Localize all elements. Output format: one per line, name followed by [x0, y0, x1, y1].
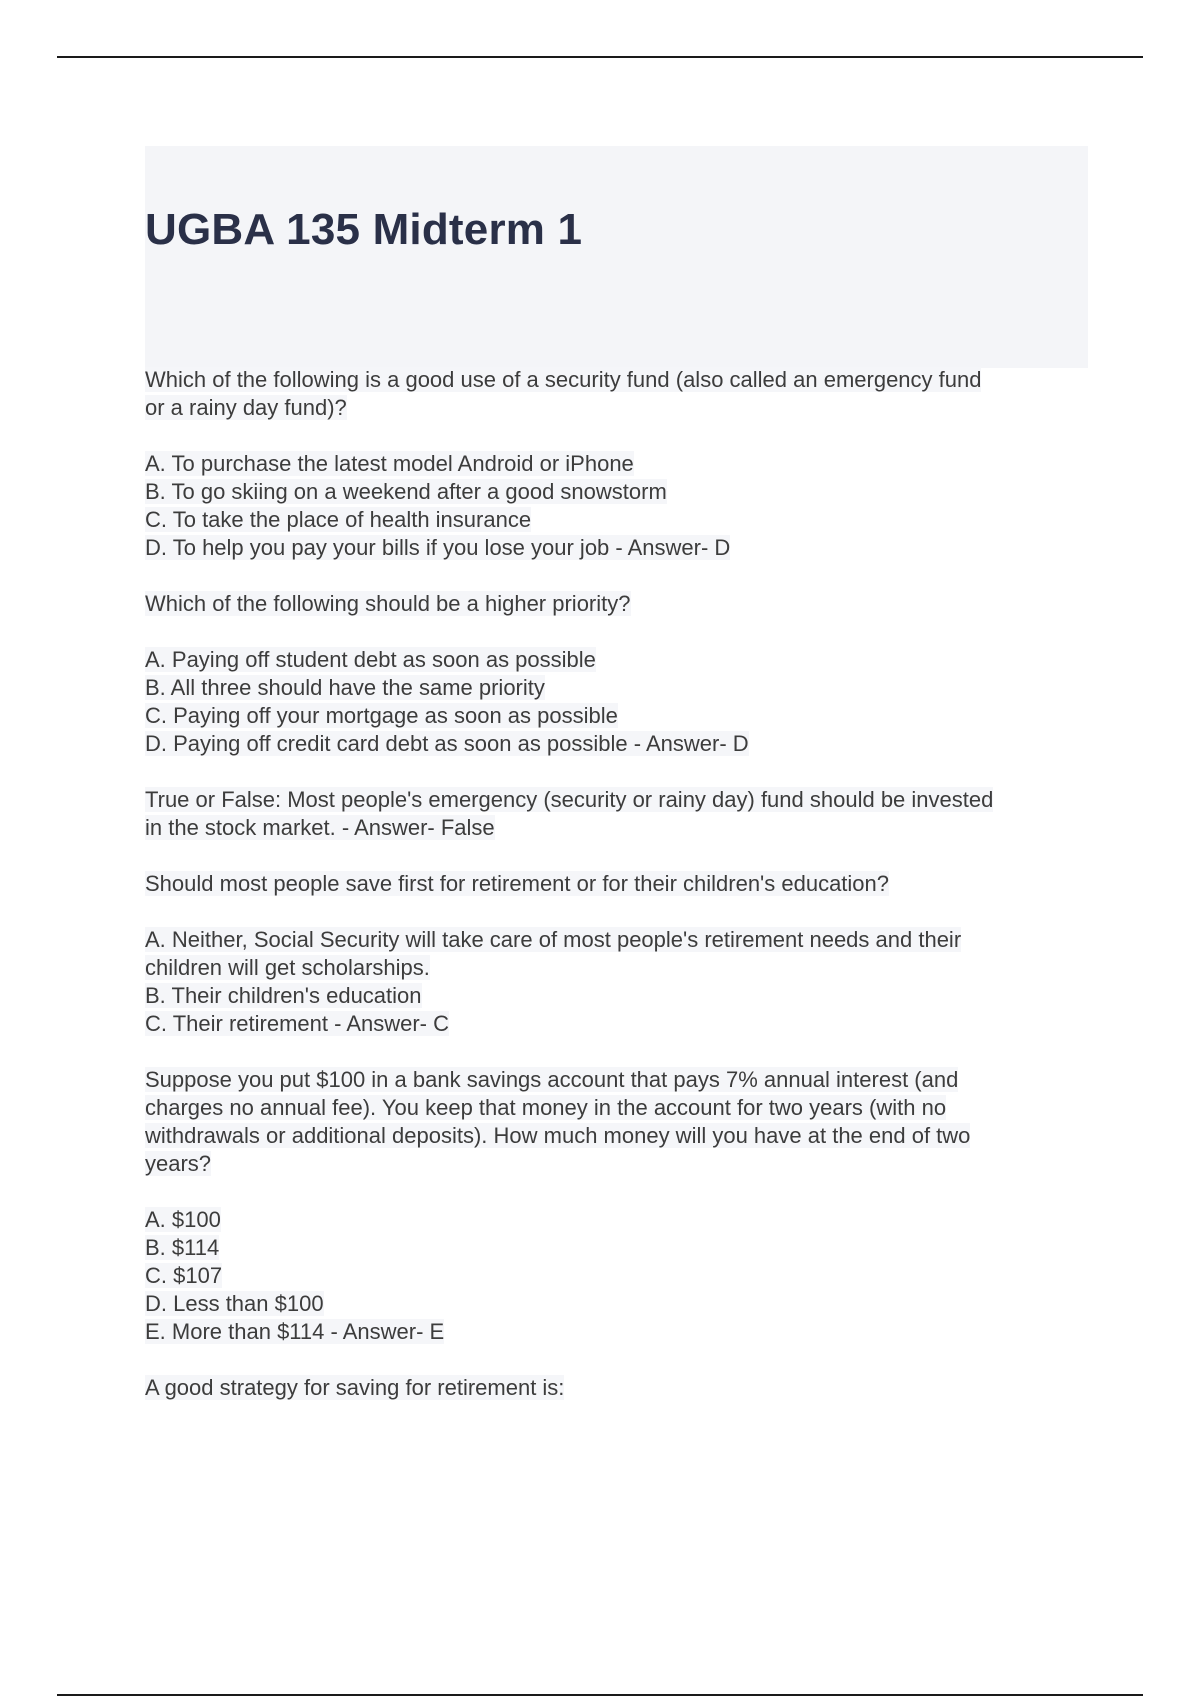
answer-options — [145, 926, 1090, 1038]
page-top-rule — [57, 56, 1143, 58]
question-text-line: years? — [145, 1151, 212, 1176]
question-paragraph — [145, 590, 1090, 618]
answer-option: B. $114 — [145, 1235, 220, 1260]
question-text-line: or a rainy day fund)? — [145, 395, 347, 420]
question-paragraph — [145, 1374, 1090, 1402]
question-text-line: True or False: Most people's emergency (security or rainy day) fund should be invested — [145, 787, 994, 812]
answer-option: C. Paying off your mortgage as soon as possible — [145, 703, 618, 728]
answer-option: children will get scholarships. — [145, 955, 430, 980]
answer-option: A. To purchase the latest model Android or iPhone — [145, 451, 634, 476]
answer-option: C. $107 — [145, 1263, 223, 1288]
answer-option: D. Paying off credit card debt as soon as possible - Answer- D — [145, 731, 749, 756]
answer-options — [145, 1206, 1090, 1346]
document-title: UGBA 135 Midterm 1 — [145, 205, 583, 254]
question-text-line: A good strategy for saving for retirement is: — [145, 1375, 565, 1400]
answer-options — [145, 450, 1090, 562]
answer-option: D. To help you pay your bills if you lose your job - Answer- D — [145, 535, 731, 560]
answer-option: C. Their retirement - Answer- C — [145, 1011, 450, 1036]
answer-option: E. More than $114 - Answer- E — [145, 1319, 445, 1344]
answer-option: B. To go skiing on a weekend after a good snowstorm — [145, 479, 667, 504]
question-text-line: withdrawals or additional deposits). How much money will you have at the end of two — [145, 1123, 971, 1148]
answer-option: A. Neither, Social Security will take care of most people's retirement needs and their — [145, 927, 962, 952]
answer-option: D. Less than $100 — [145, 1291, 324, 1316]
answer-option: A. $100 — [145, 1207, 221, 1232]
document-body — [145, 366, 1090, 1430]
question-text-line: in the stock market. - Answer- False — [145, 815, 495, 840]
question-paragraph — [145, 1066, 1090, 1178]
question-text-line: charges no annual fee). You keep that money in the account for two years (with no — [145, 1095, 947, 1120]
answer-option: A. Paying off student debt as soon as possible — [145, 647, 596, 672]
question-paragraph — [145, 366, 1090, 422]
answer-option: B. Their children's education — [145, 983, 422, 1008]
answer-option: C. To take the place of health insurance — [145, 507, 532, 532]
question-text-line: Which of the following should be a higher priority? — [145, 591, 631, 616]
question-text-line: Which of the following is a good use of a security fund (also called an emergency fund — [145, 367, 982, 392]
answer-option: B. All three should have the same priority — [145, 675, 545, 700]
question-text-line: Suppose you put $100 in a bank savings account that pays 7% annual interest (and — [145, 1067, 959, 1092]
page-bottom-rule — [57, 1694, 1143, 1696]
question-text-line: Should most people save first for retirement or for their children's education? — [145, 871, 890, 896]
question-paragraph — [145, 786, 1090, 842]
answer-options — [145, 646, 1090, 758]
question-paragraph — [145, 870, 1090, 898]
